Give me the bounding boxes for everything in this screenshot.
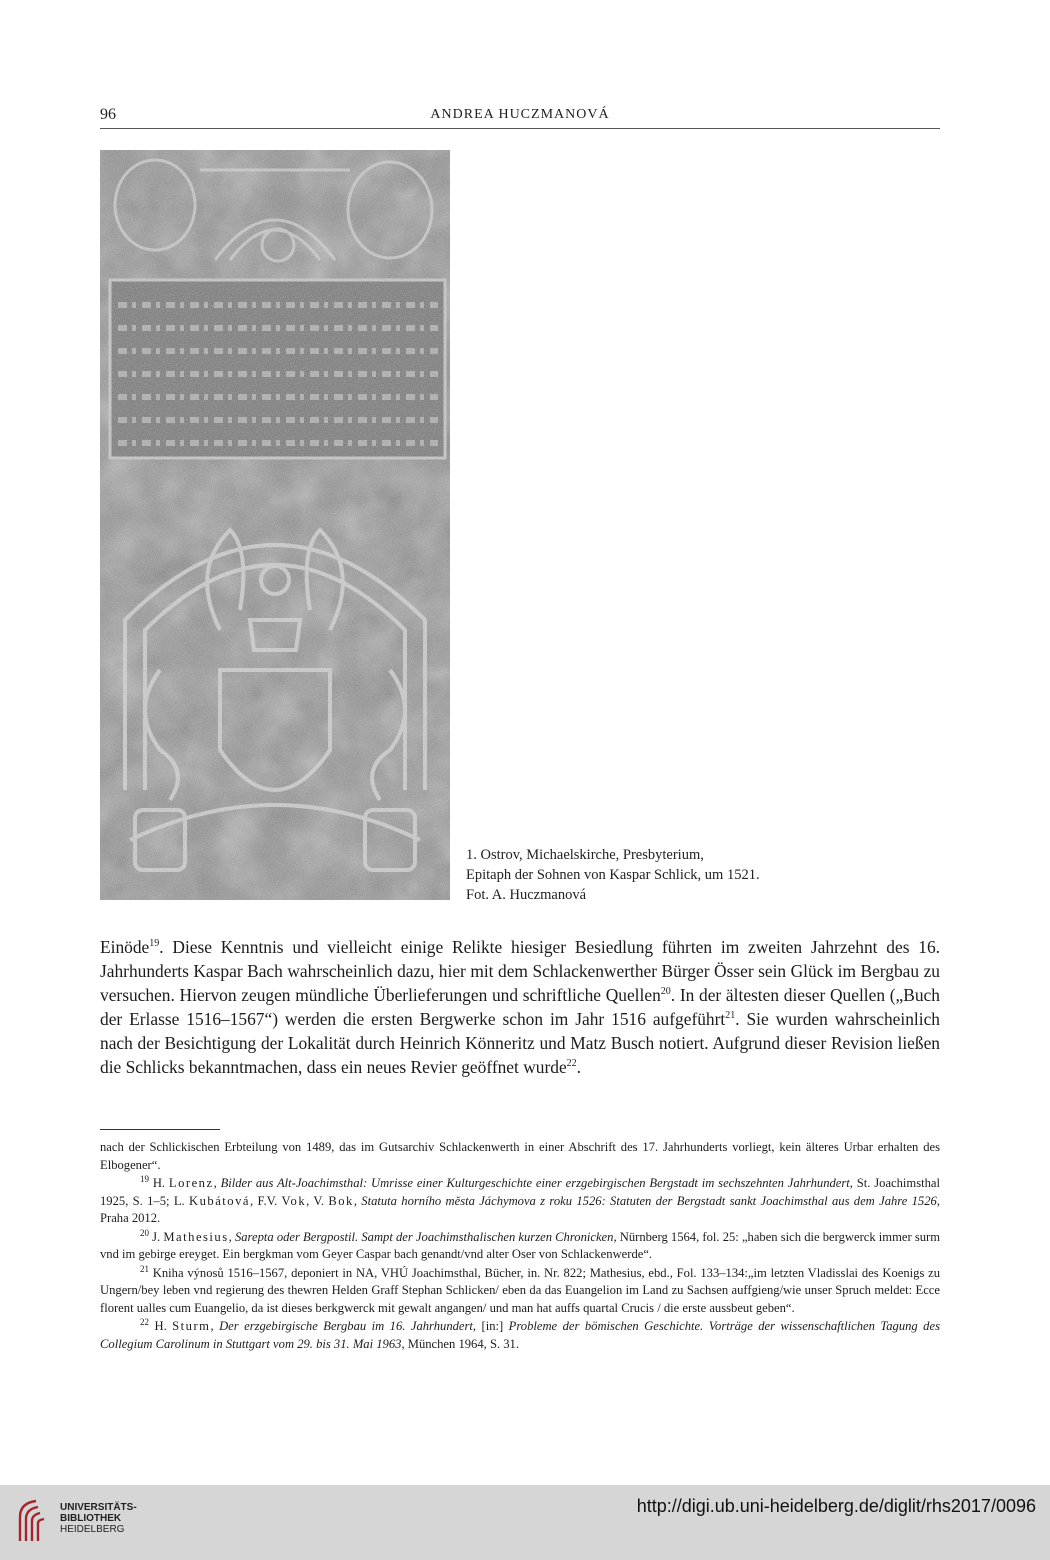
library-name-line: BIBLIOTHEK [60, 1513, 122, 1524]
text-run: , St. Joachimsthal 1925, S. 1–5; L. [100, 1176, 941, 1208]
library-name [60, 1502, 137, 1535]
text-run: Einöde [100, 937, 150, 957]
footnote-21 [100, 1265, 940, 1318]
footnote-ref-22[interactable]: 22 [566, 1058, 577, 1070]
footnote-number: 20 [140, 1227, 149, 1238]
footnote-ref-21[interactable]: 21 [725, 1010, 736, 1022]
epitaph-photo [100, 150, 450, 900]
source-url-link[interactable]: http://digi.ub.uni-heidelberg.de/diglit/rhs2017/0096 [636, 1496, 1036, 1516]
library-name-line: HEIDELBERG [60, 1524, 125, 1535]
text-run: J. [152, 1229, 164, 1244]
text-run: H. [154, 1319, 173, 1333]
caption-line: Fot. A. Huczmanová [466, 887, 587, 903]
text-run: , Praha 2012. [100, 1193, 940, 1225]
author-name: Sturm [172, 1319, 211, 1333]
text-run: . Sie wurden wahrscheinlich nach der Besichtigung der Lokalität durch Heinrich Könneritz und Matz Busch notiert. Aufgrund dieser Revision ließen die Schlicks bekanntmachen, dass ein neues Revier geöffnet wurde [100, 1009, 940, 1077]
page-header [100, 106, 940, 129]
text-run: . In der ältesten dieser Quellen („Buch der Erlasse 1516–1567“) werden die ersten Bergwerke schon im Jahr 1516 aufgeführt [100, 985, 940, 1029]
footer-banner [0, 1485, 1050, 1560]
library-name-line: UNIVERSITÄTS- [60, 1502, 137, 1513]
footnote-ref-20[interactable]: 20 [660, 986, 671, 998]
work-title: Sarepta oder Bergpostil. Sampt der Joachimsthalischen kurzen Chronicken [234, 1229, 614, 1244]
library-logo-icon[interactable] [14, 1495, 54, 1545]
footnote-20 [100, 1229, 940, 1264]
text-run: , [353, 1193, 362, 1208]
text-run: Kniha výnosů 1516–1567, deponiert in NA, VHÚ Joachimsthal, Bücher, in. Nr. 822; Mathesius, ebd., Fol. 133–134:„im letzten Vladisslai des Koenigs zu Ungern/bey leben vnd regierung des thewren Helden Graff Stephan Schlicken/ eben da das Euangelion im Land zu Sachsen auffgieng/wie unser Spruch meldet: Ecce florent ualles cum Euangelio, da ist dieses berkgwerck mit gewalt angangen/ und man hat auffs quartal Crucis / die erste aussbeut geben“. [100, 1265, 941, 1315]
author-name: Kubátová [189, 1193, 250, 1208]
footnote-ref-19[interactable]: 19 [149, 938, 160, 950]
footnote-19 [100, 1175, 940, 1228]
footnote-number: 21 [140, 1263, 149, 1274]
running-head: ANDREA HUCZMANOVÁ [430, 107, 610, 122]
text-run: , München 1964, S. 31. [401, 1336, 519, 1351]
text-run: , V. [306, 1193, 329, 1208]
footnote-continuation: nach der Schlickischen Erbteilung von 1489, das im Gutsarchiv Schlackenwerth in einer Abschrift des 17. Jahrhunderts vorliegt, kein älteres Urbar erhalten des Elbogener“. [100, 1140, 940, 1172]
author-name: Bok [328, 1193, 354, 1208]
author-name: Mathesius [163, 1229, 229, 1244]
text-run: . [576, 1057, 582, 1077]
work-title: Probleme der bömischen Geschichte. Vorträge der wissenschaftlichen Tagung des Collegium Carolinum in Stuttgart vom 29. bis 31. Mai 1963 [100, 1319, 940, 1351]
text-run: , F.V. [249, 1193, 282, 1208]
footnote-number: 19 [140, 1173, 149, 1184]
caption-line: 1. Ostrov, Michaelskirche, Presbyterium, [466, 847, 704, 863]
author-name: Vok [281, 1193, 307, 1208]
text-run: , [in:] [472, 1319, 509, 1333]
text-run: . Diese Kenntnis und vielleicht einige Relikte hiesiger Besiedlung führten im zweiten Jahrzehnt des 16. Jahrhunderts Kaspar Bach wahrscheinlich dazu, hier mit dem Schlackenwerther Bürger Össer sein Glück im Bergbau zu versuchen. Hiervon zeugen mündliche Überlieferungen und schriftliche Quellen [100, 937, 940, 1005]
caption-line: Epitaph der Sohnen von Kaspar Schlick, um 1521. [466, 867, 760, 883]
footnotes [100, 1139, 940, 1354]
body-text [100, 935, 940, 1079]
page-number: 96 [100, 106, 116, 123]
work-title: Statuta horního města Jáchymova z roku 1526: Statuten der Bergstadt sankt Joachimsthal aus dem Jahre 1526 [361, 1193, 937, 1208]
text-run: , [228, 1229, 235, 1244]
work-title: Bilder aus Alt-Joachimsthal: Umrisse einer Kulturgeschichte einer erzgebirgischen Bergstadt im sechszehnten Jahrhundert [220, 1176, 850, 1190]
body-paragraph [100, 935, 940, 1079]
text-run: , Nürnberg 1564, fol. 25: „haben sich die bergwerck immer surm vnd im gebirge ereyget. Ein bergkman vom Geyer Caspar bach genandt/vnd alter Oser von Schlackenwerde“. [100, 1229, 941, 1261]
text-run: , [213, 1176, 221, 1190]
author-name: Lorenz [168, 1176, 214, 1190]
footnote-divider [100, 1129, 220, 1130]
footnote-22 [100, 1318, 940, 1353]
footnote-number: 22 [140, 1316, 149, 1327]
text-run: , [210, 1319, 220, 1333]
figure-caption [466, 845, 760, 905]
text-run: H. [152, 1176, 169, 1190]
work-title: Der erzgebirgische Bergbau im 16. Jahrhundert [219, 1319, 473, 1333]
